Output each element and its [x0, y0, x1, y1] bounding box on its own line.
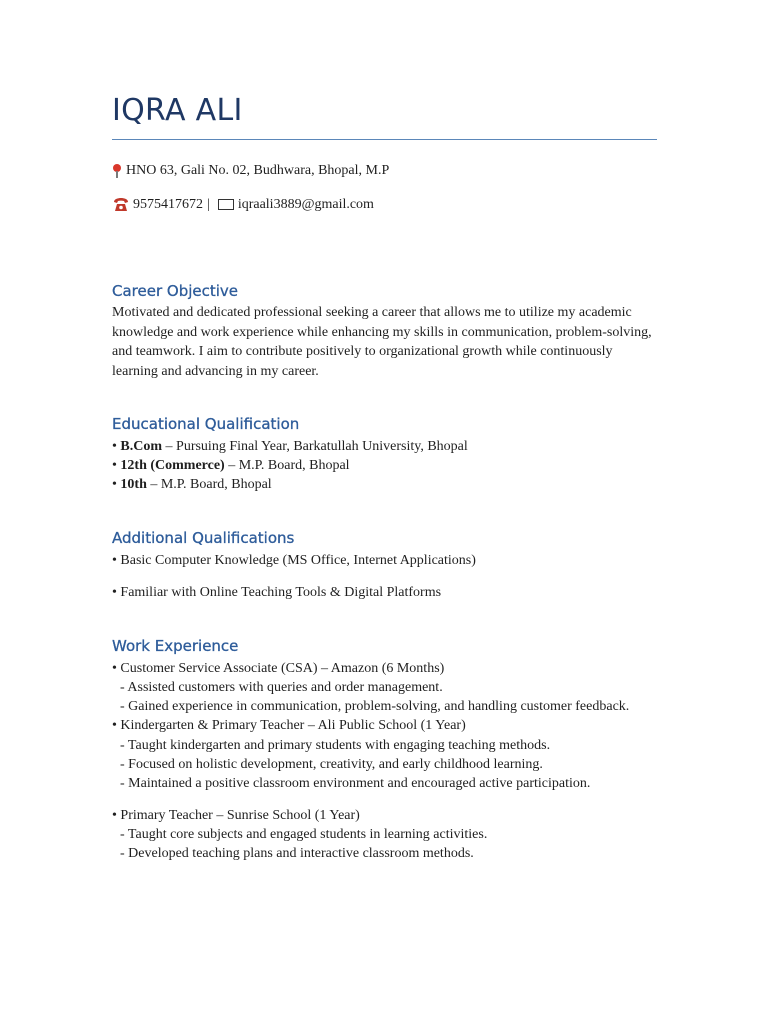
header-divider	[112, 139, 657, 140]
additional-qualification-item: • Familiar with Online Teaching Tools & Digital Platforms	[112, 585, 442, 600]
envelope-icon	[218, 199, 234, 210]
job-point: - Maintained a positive classroom environment and encouraged active participation.	[120, 776, 591, 791]
job-point: - Focused on holistic development, creativity, and early childhood learning.	[120, 757, 543, 772]
education-degree: 10th	[120, 477, 147, 492]
additional-qualifications-heading: Additional Qualifications	[112, 529, 295, 547]
education-item	[112, 456, 350, 475]
address-line	[112, 162, 389, 180]
contact-separator: |	[207, 197, 210, 212]
location-pin-icon	[112, 163, 122, 179]
address-text: HNO 63, Gali No. 02, Budhwara, Bhopal, M.P	[126, 163, 390, 178]
education-detail: – M.P. Board, Bhopal	[224, 458, 350, 473]
email-address: iqraali3889@gmail.com	[237, 197, 374, 212]
phone-number: 9575417672	[133, 197, 203, 212]
bullet: •	[112, 439, 117, 454]
education-detail: – Pursuing Final Year, Barkatullah University, Bhopal	[162, 439, 468, 454]
candidate-name: IQRA ALI	[112, 93, 243, 128]
telephone-icon	[112, 197, 130, 213]
job-title: • Customer Service Associate (CSA) – Amazon (6 Months)	[112, 661, 445, 676]
job-point: - Developed teaching plans and interactive classroom methods.	[120, 846, 474, 861]
job-point: - Taught core subjects and engaged students in learning activities.	[120, 827, 488, 842]
additional-qualification-item: • Basic Computer Knowledge (MS Office, Internet Applications)	[112, 553, 476, 568]
job-title: • Primary Teacher – Sunrise School (1 Year)	[112, 808, 360, 823]
contact-line	[112, 196, 374, 214]
education-item	[112, 475, 272, 494]
education-degree: 12th (Commerce)	[120, 458, 225, 473]
education-detail: – M.P. Board, Bhopal	[146, 477, 272, 492]
education-degree: B.Com	[120, 439, 163, 454]
education-item	[112, 437, 468, 456]
career-objective-text: Motivated and dedicated professional seeking a career that allows me to utilize my academic knowledge and work experience while enhancing my skills in communication, problem-solving, and teamwork. I aim to contribute positively to organizational growth while continuously learning and advancing in my career.	[112, 305, 652, 379]
job-title: • Kindergarten & Primary Teacher – Ali Public School (1 Year)	[112, 718, 466, 733]
work-experience-heading: Work Experience	[112, 637, 239, 655]
bullet: •	[112, 458, 117, 473]
job-point: - Gained experience in communication, problem-solving, and handling customer feedback.	[120, 699, 630, 714]
career-objective-heading: Career Objective	[112, 282, 239, 300]
education-heading: Educational Qualification	[112, 415, 300, 433]
job-point: - Assisted customers with queries and order management.	[120, 680, 443, 695]
job-point: - Taught kindergarten and primary students with engaging teaching methods.	[120, 738, 551, 753]
bullet: •	[112, 477, 117, 492]
